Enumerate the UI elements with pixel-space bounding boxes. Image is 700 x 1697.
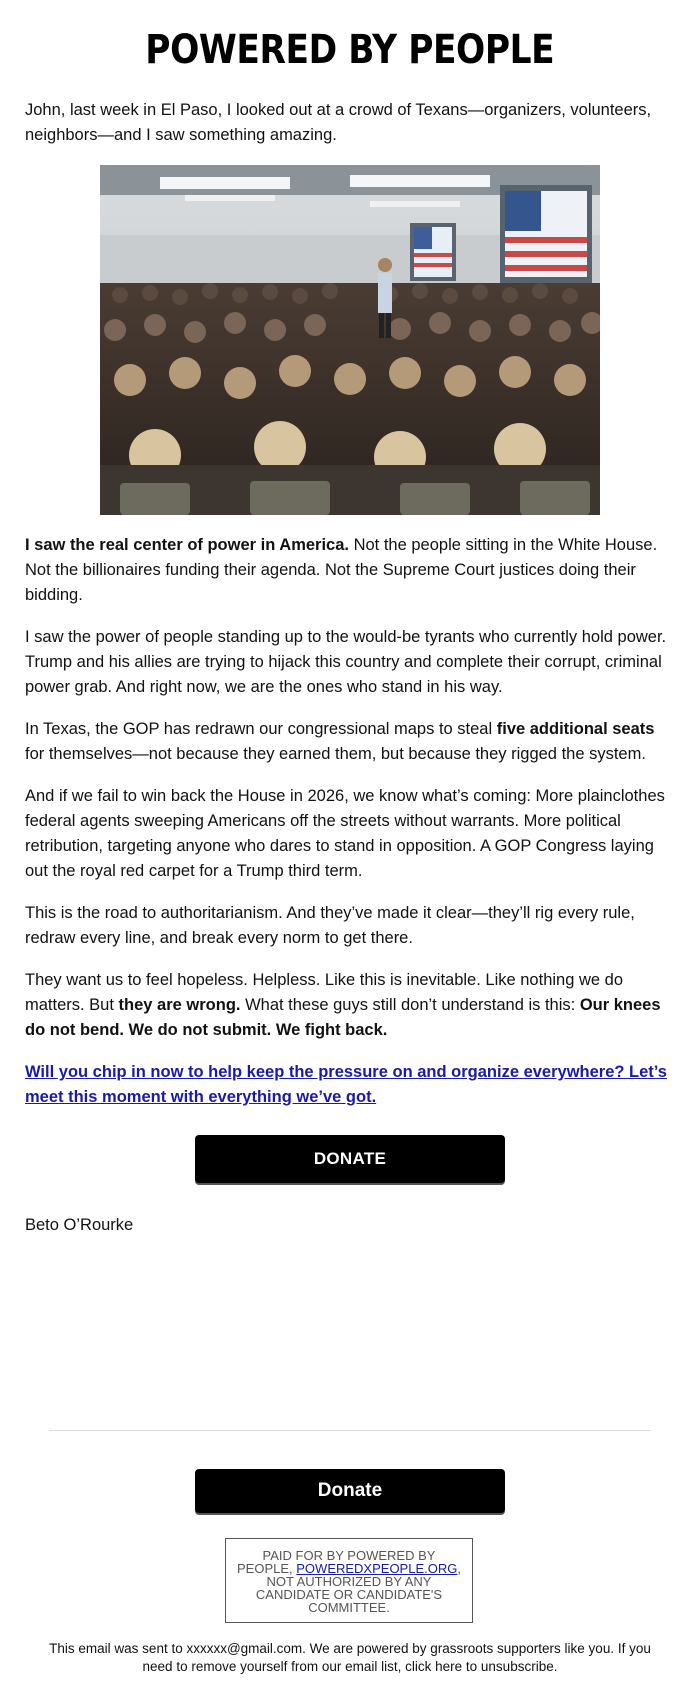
paragraph-6-mid: What these guys still don’t understand is this: <box>240 996 580 1014</box>
paragraph-3-bold: five additional seats <box>496 720 655 738</box>
paragraph-5: This is the road to authoritarianism. And they’ve made it clear—they’ll rig every rule, redraw every line, and break every norm to get there. <box>25 904 635 947</box>
donate-button-primary[interactable]: DONATE <box>195 1135 505 1183</box>
brand-header <box>25 0 675 80</box>
disclaimer-start: PAID FOR BY POWERED BY PEOPLE, <box>237 1548 436 1576</box>
rally-crowd-photo-icon <box>100 165 600 515</box>
paragraph-1-rest: Not the people sitting in the White House. Not the billionaires funding their agenda. Not the Supreme Court justices doing their bidding. <box>25 536 658 604</box>
footer-divider <box>49 1430 651 1431</box>
cta-donate-link[interactable]: Will you chip in now to help keep the pressure on and organize everywhere? Let’s meet this moment with everything we’ve got. <box>25 1063 667 1106</box>
paragraph-3-end: for themselves—not because they earned them, but because they rigged the system. <box>25 745 646 763</box>
intro-paragraph: John, last week in El Paso, I looked out at a crowd of Texans—organizers, volunteers, neighbors—and I saw something amazing. <box>25 101 652 144</box>
paragraph-3 <box>25 717 675 767</box>
donate-button-secondary[interactable]: Donate <box>195 1469 505 1513</box>
paragraph-1-bold: I saw the real center of power in America. <box>25 536 349 554</box>
paragraph-6-bold-2: Our knees do not bend. We do not submit. We fight back. <box>25 996 661 1039</box>
signature: Beto O’Rourke <box>25 1216 134 1234</box>
paragraph-3-start: In Texas, the GOP has redrawn our congressional maps to steal <box>25 720 497 738</box>
brand-title: POWERED BY PEOPLE <box>145 27 555 73</box>
paragraph-1 <box>25 533 675 608</box>
rally-photo <box>100 165 600 515</box>
paid-for-disclaimer <box>225 1538 473 1623</box>
paragraph-2: I saw the power of people standing up to the would-be tyrants who currently hold power. Trump and his allies are trying to hijack this country and complete their corrupt, criminal power grab. And right now, we are the ones who stand in his way. <box>25 628 667 696</box>
disclaimer-website-link[interactable]: POWEREDXPEOPLE.ORG <box>296 1561 458 1576</box>
paragraph-4: And if we fail to win back the House in 2026, we know what’s coming: More plainclothes federal agents sweeping Americans off the streets without warrants. More political retribution, targeting anyone who dares to stand in opposition. A GOP Congress laying out the royal red carpet for a Trump third term. <box>25 787 665 880</box>
paragraph-6-bold-1: they are wrong. <box>118 996 241 1014</box>
unsubscribe-note[interactable]: This email was sent to xxxxxx@gmail.com. We are powered by grassroots supporters like you. If you need to remove yourself from our email list, click here to unsubscribe. <box>49 1641 651 1674</box>
disclaimer-end: , NOT AUTHORIZED BY ANY CANDIDATE OR CANDIDATE'S COMMITTEE. <box>255 1561 461 1615</box>
paragraph-6-start: They want us to feel hopeless. Helpless. Like this is inevitable. Like nothing we do matters. But <box>25 971 624 1014</box>
paragraph-6 <box>25 968 675 1043</box>
